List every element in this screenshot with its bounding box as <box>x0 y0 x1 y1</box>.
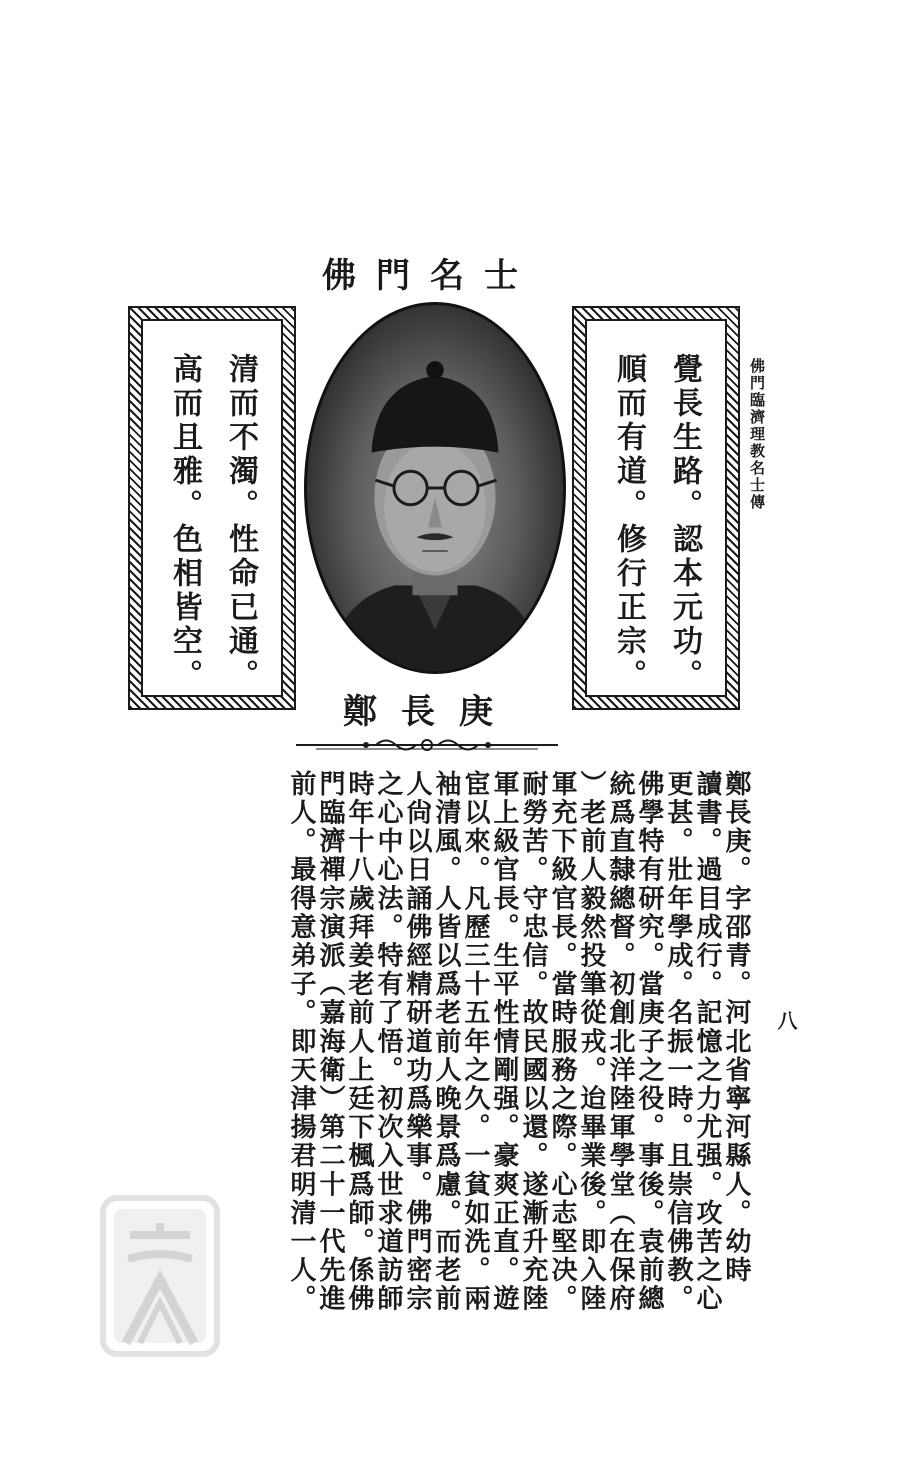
body-column: 軍充下級官長。當時服務之際。心志堅决。 <box>547 770 577 1314</box>
running-header: 佛門臨濟理教名士傳 <box>748 358 766 511</box>
couplet-right-line-2: 順而有道。修行正宗。 <box>611 353 646 693</box>
body-column: 時年十八歲拜姜老前人上廷下楓爲師。係佛 <box>344 770 374 1314</box>
page-number: 八 <box>774 1010 798 1030</box>
ornamental-divider <box>296 733 558 757</box>
body-column: 讀書。過目成行。記憶之力尤强。攻苦之心 <box>692 770 722 1314</box>
couplet-right-line-1: 覺長生路。認本元功。 <box>667 353 702 693</box>
body-column: 之心中心法。特有了悟。初次入世求道訪師 <box>373 770 403 1314</box>
body-column: 更甚。壯年學成。名振一時。且崇信佛教。 <box>663 770 693 1314</box>
couplet-frame-left <box>128 306 296 710</box>
couplet-left-line-1: 清而不濁。性命已通。 <box>223 353 258 693</box>
body-column: ）老前人毅然投筆從戎。迨畢業後。即入陸 <box>576 770 606 1314</box>
couplet-frame-right <box>572 306 740 710</box>
portrait-photo <box>304 302 566 674</box>
body-column: 宦以來。凡歷三十五年之久。一貧如洗。兩 <box>460 770 490 1314</box>
body-column: 前人。最得意弟子。即天津揚君明清一人。 <box>286 770 316 1314</box>
body-column: 人尙以日誦佛經精研道功爲樂事。佛門密宗 <box>402 770 432 1314</box>
page-heading: 佛門名士 <box>322 256 538 296</box>
portrait-caption: 鄭長庚 <box>343 692 517 732</box>
body-column: 袖清風。人皆以爲老前人晚景爲慮。而老前 <box>431 770 461 1314</box>
body-column: 門臨濟禪宗演派（嘉海衛）第二十一代先進 <box>315 770 345 1314</box>
body-column: 佛學特有研究。當庚子之役。事後。袁前總 <box>634 770 664 1314</box>
portrait-illustration <box>307 305 563 671</box>
biography-text <box>286 770 751 1314</box>
body-column: 鄭長庚。字邵青。河北省寧河縣人。幼時 <box>721 770 751 1285</box>
couplet-left-line-2: 高而且雅。色相皆空。 <box>167 353 202 693</box>
body-column: 軍上級官長。生平性情剛强。豪爽正直。遊 <box>489 770 519 1314</box>
watermark-logo <box>100 1195 220 1357</box>
body-column: 統爲直隸總督。初創北洋陸軍學堂（在保府 <box>605 770 635 1314</box>
body-column: 耐勞苦。守忠信。故民國以還。遂漸升充陸 <box>518 770 548 1314</box>
